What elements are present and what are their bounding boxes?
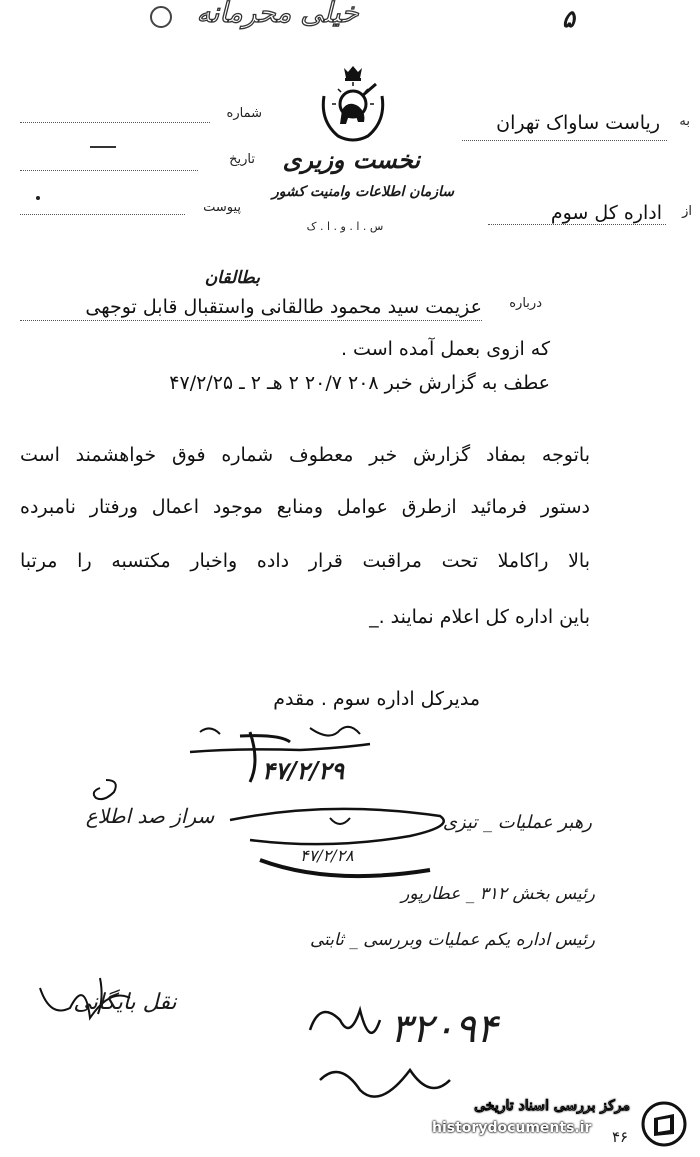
date-field-mark bbox=[90, 146, 116, 148]
attachment-dot bbox=[36, 196, 40, 200]
org-code: س . ا . و . ا . ک bbox=[306, 220, 384, 233]
date-field-line bbox=[20, 170, 198, 171]
label-date: تاریخ bbox=[229, 152, 255, 167]
body-line-2: دستور فرمائید ازطرق عوامل ومنابع موجود اعمال ورفتار نامبرده bbox=[20, 496, 590, 518]
top-stamp bbox=[150, 0, 380, 34]
top-stamp-ring-icon bbox=[150, 6, 172, 28]
lion-and-sun-icon bbox=[318, 66, 388, 144]
handwritten-note-left: سراز صد اطلاع bbox=[85, 804, 215, 828]
archive-logo-icon bbox=[640, 1100, 688, 1148]
middle-signature bbox=[210, 800, 460, 890]
label-from: از bbox=[682, 204, 692, 219]
signatory-title: مدیرکل اداره سوم . مقدم bbox=[273, 688, 480, 710]
handwritten-margin-note: نقل بایگانی bbox=[73, 990, 177, 1015]
subject-line-2: که ازوی بعمل آمده است . bbox=[340, 338, 550, 360]
attachment-field-line bbox=[20, 214, 185, 215]
label-attachment: پیوست bbox=[203, 200, 241, 215]
org-title: نخست وزیری bbox=[282, 145, 420, 174]
archive-logo bbox=[640, 1100, 688, 1148]
subject-heading: بطالقان bbox=[204, 268, 260, 288]
recipient-value: ریاست ساواک تهران bbox=[496, 112, 660, 134]
label-to: به bbox=[679, 114, 690, 129]
subject-field-line bbox=[20, 320, 482, 321]
label-subject: درباره bbox=[509, 296, 542, 311]
archive-watermark bbox=[420, 1096, 695, 1152]
top-stamp-text: خیلی محرمانه bbox=[196, 0, 359, 29]
office-head-line: رئیس اداره یکم عملیات وبررسی _ ثابتی bbox=[309, 930, 595, 950]
body-text bbox=[20, 444, 590, 646]
middle-signature-date: ۴۷/۲/۲۸ bbox=[300, 846, 354, 865]
middle-signature-scribble-icon bbox=[210, 800, 460, 890]
body-line-1: باتوجه بمفاد گزارش خبر معطوف شماره فوق خواهشمند است bbox=[20, 444, 590, 466]
label-number: شماره bbox=[226, 106, 262, 121]
sender-value: اداره کل سوم bbox=[550, 202, 662, 224]
body-line-4: باین اداره کل اعلام نمایند ._ bbox=[369, 606, 590, 628]
large-number-text: ۳۲۰۹۴ bbox=[390, 1006, 498, 1052]
subject-line-1: عزیمت سید محمود طالقانی واستقبال قابل توجهی bbox=[85, 296, 482, 318]
sender-field-line bbox=[488, 224, 666, 225]
subject-reference: عطف به گزارش خبر ۲۰۸ ۲۰/۷ ۲ هـ ۲ ـ ۴۷/۲/۲۵ bbox=[169, 372, 550, 394]
handwritten-note-right: رهبر عملیات _ تیزی bbox=[442, 812, 592, 833]
top-page-number: ۵ bbox=[562, 4, 575, 33]
director-signature-date: ۴۷/۲/۲۹ bbox=[262, 756, 344, 785]
archive-center-name: مرکز بررسی اسناد تاریخی bbox=[474, 1098, 630, 1114]
body-line-3: بالا راکاملا تحت مراقبت قرار داده واخبار مکتسبه را مرتبا bbox=[20, 550, 590, 572]
number-field-line bbox=[20, 122, 210, 123]
archive-website: historydocuments.ir bbox=[432, 1120, 592, 1136]
page-number: ۴۶ bbox=[612, 1128, 629, 1146]
org-subtitle: سازمان اطلاعات وامنیت کشور bbox=[271, 184, 455, 200]
recipient-field-line bbox=[462, 140, 667, 141]
lion-and-sun-emblem bbox=[318, 66, 388, 144]
section-head-line: رئیس بخش ۳۱۲ _ عطارپور bbox=[401, 884, 595, 904]
